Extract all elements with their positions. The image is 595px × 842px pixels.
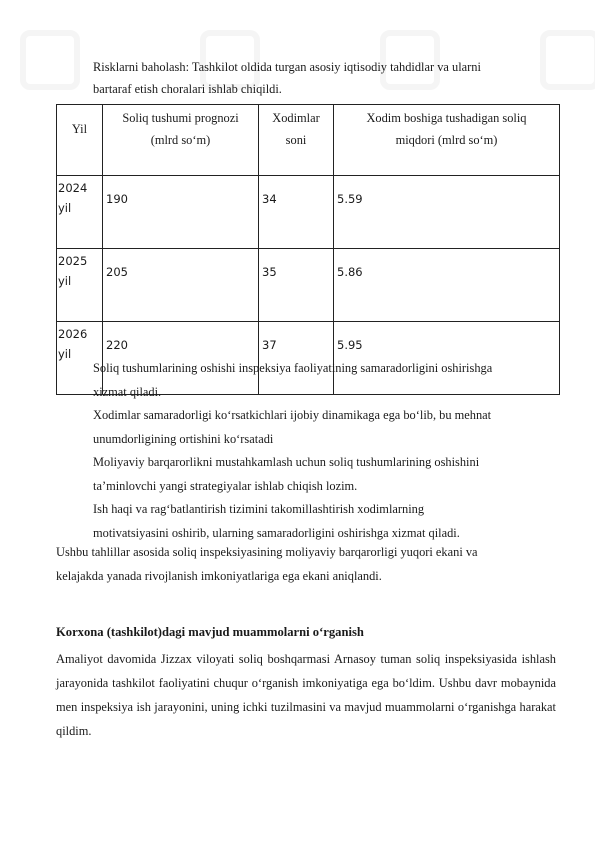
list-item: Moliyaviy barqarorlikni mustahkamlash uchun soliq tushumlarining oshishini [93,455,480,469]
list-item: Xodimlar samaradorligi ko‘rsatkichlari ijobiy dinamikaga ega bo‘lib, bu mehnat [93,408,492,422]
year-cell: 2025 yil [57,249,103,322]
per-employee-cell: 5.86 [334,249,560,322]
header-tax-forecast: Soliq tushumi prognozi (mlrd so‘m) [103,105,259,176]
list-item: unumdorligining ortishini ko‘rsatadi [93,431,274,446]
summary-text [56,541,556,588]
table-header-row [57,105,560,176]
header-tax-per-employee: Xodim boshiga tushadigan soliq miqdori (mlrd so‘m) [334,105,560,176]
tax-cell: 205 [103,249,259,322]
staff-cell: 35 [259,249,334,322]
watermark-logo-icon [20,30,80,90]
forecast-table [56,104,560,395]
tax-cell: 220 [103,322,259,395]
table-row [57,176,560,249]
list-item: ta’minlovchi yangi strategiyalar ishlab chiqish lozim. [93,478,358,493]
intro-text [93,56,553,100]
header-staff-count: Xodimlar soni [259,105,334,176]
tax-cell: 190 [103,176,259,249]
list-item: motivatsiyasini oshirib, ularning samaradorligini oshirishga xizmat qiladi. [93,525,460,540]
header-year: Yil [57,105,103,176]
year-cell: 2026 yil [57,322,103,395]
table-row [57,249,560,322]
list-item: Ish haqi va rag‘batlantirish tizimini takomillashtirish xodimlarning [93,502,425,516]
summary-line-2: kelajakda yanada rivojlanish imkoniyatlariga ega ekani aniqlandi. [56,568,382,583]
conclusions-list [93,357,563,545]
summary-line-1: Ushbu tahlillar asosida soliq inspeksiyasining moliyaviy barqarorligi yuqori ekani va [56,545,478,559]
body-paragraph: Amaliyot davomida Jizzax viloyati soliq boshqarmasi Arnasoy tuman soliq inspeksiyasida ishlash jarayonida tashkilot faoliyatini chuqur o‘rganish imkoniyatiga ega bo‘ldim. Ushbu davr mobaynida men inspeksiya ish jarayonini, uning ichki tuzilmasini va mavjud muammolarni o‘rganishga harakat qildim. [56,652,556,738]
intro-line-2: bartaraf etish choralari ishlab chiqildi. [93,82,282,96]
per-employee-cell: 5.59 [334,176,560,249]
list-item: xizmat qiladi. [93,384,162,399]
staff-cell: 37 [259,322,334,395]
section-heading: Korxona (tashkilot)dagi mavjud muammolarni o‘rganish [56,625,364,639]
year-cell: 2024 yil [57,176,103,249]
list-item: Soliq tushumlarining oshishi inspeksiya faoliyatining samaradorligini oshirishga [93,361,493,375]
intro-line-1: Risklarni baholash: Tashkilot oldida turgan asosiy iqtisodiy tahdidlar va ularni [93,60,481,74]
per-employee-cell: 5.95 [334,322,560,395]
staff-cell: 34 [259,176,334,249]
